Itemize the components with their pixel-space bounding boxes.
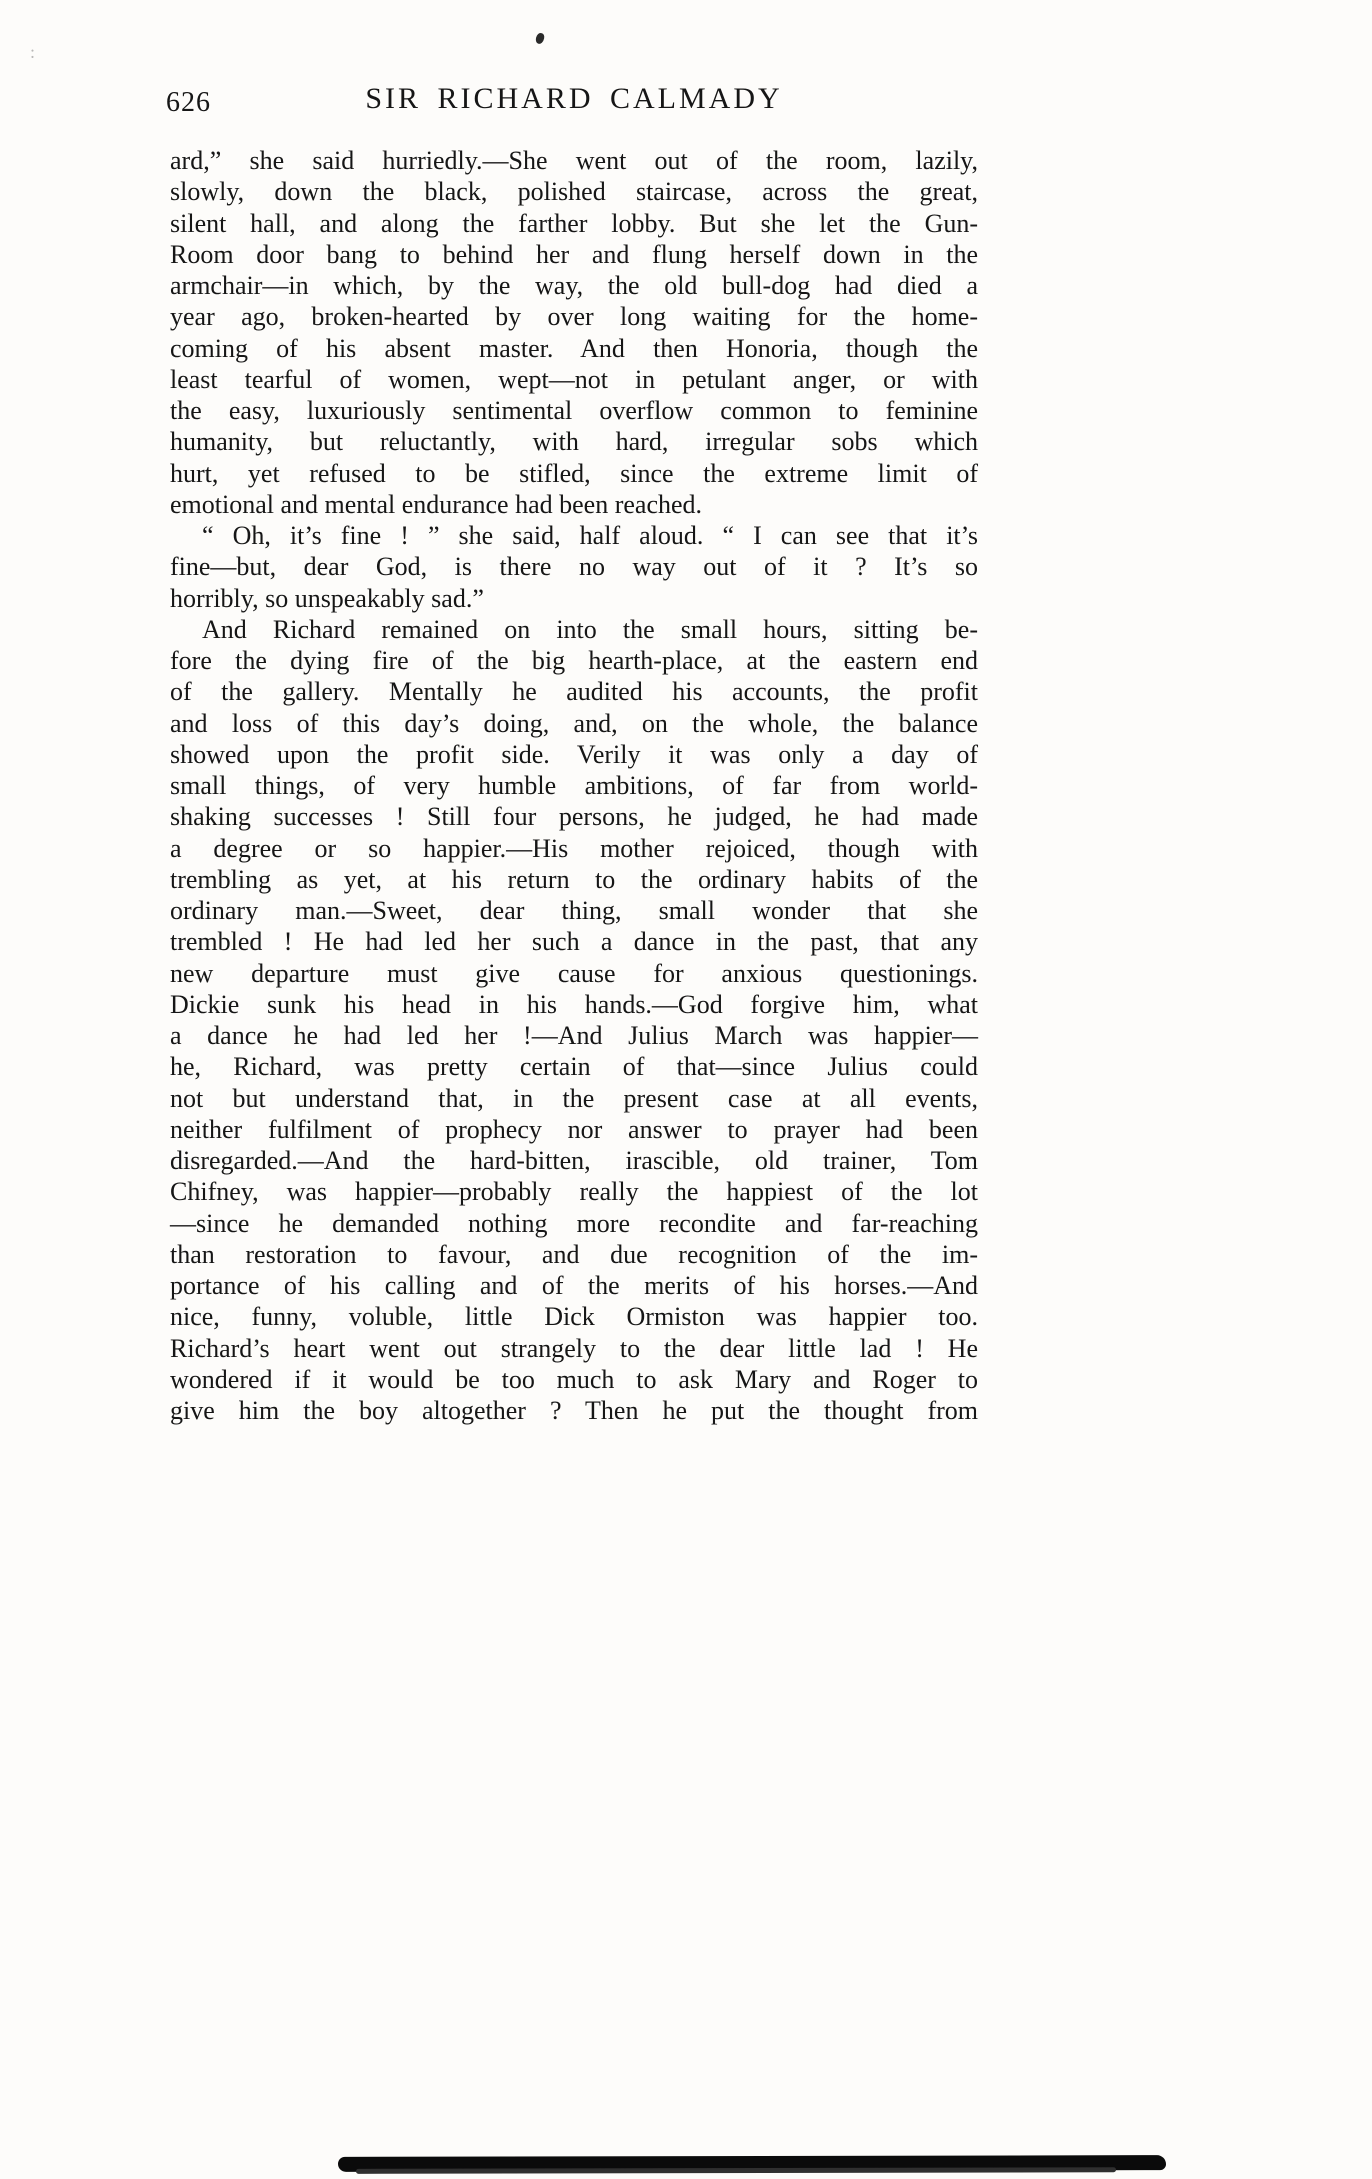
text-line: showed upon the profit side. Verily it was only a day of (170, 739, 978, 769)
text-line: a dance he had led her !—And Julius March was happier— (170, 1021, 978, 1050)
text-line: silent hall, and along the farther lobby. But she let the Gun- (170, 208, 978, 238)
text-line: shaking successes ! Still four persons, he judged, he had made (170, 802, 978, 832)
scan-speck-icon (535, 32, 545, 44)
scan-bottom-bar (338, 2155, 1166, 2172)
text-line: slowly, down the black, polished staircase, across the great, (170, 177, 978, 207)
text-line: And Richard remained on into the small hours, sitting be- (202, 614, 978, 644)
text-line: a degree or so happier.—His mother rejoiced, though with (170, 833, 978, 863)
text-line: neither fulfilment of prophecy nor answer to prayer had been (170, 1114, 978, 1144)
text-line: Richard’s heart went out strangely to the dear little lad ! He (170, 1333, 978, 1363)
text-line: ordinary man.—Sweet, dear thing, small wonder that she (170, 896, 978, 925)
text-line: humanity, but reluctantly, with hard, irregular sobs which (170, 427, 978, 457)
text-line: small things, of very humble ambitions, of far from world- (170, 771, 978, 800)
text-line: and loss of this day’s doing, and, on the whole, the balance (170, 708, 978, 738)
text-area (166, 82, 978, 1426)
text-line: the easy, luxuriously sentimental overflow common to feminine (170, 396, 978, 425)
page-header (166, 82, 978, 122)
text-line: portance of his calling and of the merits of his horses.—And (170, 1271, 978, 1300)
text-line: fore the dying fire of the big hearth-place, at the eastern end (170, 646, 978, 675)
page-number: 626 (166, 87, 211, 118)
text-line: wondered if it would be too much to ask Mary and Roger to (170, 1364, 978, 1394)
text-block (170, 145, 978, 1426)
text-line: armchair—in which, by the way, the old bull-dog had died a (170, 271, 978, 300)
text-line: trembled ! He had led her such a dance in the past, that any (170, 927, 978, 957)
text-line: nice, funny, voluble, little Dick Ormiston was happier too. (170, 1302, 978, 1332)
text-line: —since he demanded nothing more recondite and far-reaching (170, 1208, 978, 1238)
text-line: hurt, yet refused to be stifled, since the extreme limit of (170, 458, 978, 488)
text-line: emotional and mental endurance had been reached. (170, 489, 703, 519)
text-line: give him the boy altogether ? Then he put the thought from (170, 1396, 978, 1425)
scan-margin-mark-icon: : (30, 42, 36, 62)
text-line: coming of his absent master. And then Honoria, though the (170, 333, 978, 363)
text-line: not but understand that, in the present case at all events, (170, 1083, 978, 1113)
text-line: Chifney, was happier—probably really the happiest of the lot (170, 1177, 978, 1207)
text-line: horribly, so unspeakably sad.” (170, 583, 484, 613)
paragraph (170, 145, 978, 520)
text-line: disregarded.—And the hard-bitten, irascible, old trainer, Tom (170, 1146, 978, 1175)
text-line: than restoration to favour, and due recognition of the im- (170, 1239, 978, 1269)
paragraph (170, 520, 978, 614)
text-line: ard,” she said hurriedly.—She went out of the room, lazily, (170, 146, 978, 175)
text-line: fine—but, dear God, is there no way out of it ? It’s so (170, 552, 978, 582)
paragraph (170, 614, 978, 1427)
text-line: least tearful of women, wept—not in petulant anger, or with (170, 364, 978, 394)
text-line: he, Richard, was pretty certain of that—since Julius could (170, 1052, 978, 1082)
text-line: of the gallery. Mentally he audited his accounts, the profit (170, 677, 978, 707)
text-line: Room door bang to behind her and flung herself down in the (170, 239, 978, 269)
text-line: new departure must give cause for anxious questionings. (170, 958, 978, 988)
text-line: trembling as yet, at his return to the ordinary habits of the (170, 864, 978, 894)
text-line: year ago, broken-hearted by over long waiting for the home- (170, 302, 978, 332)
page-title: SIR RICHARD CALMADY (365, 82, 783, 115)
text-line: “ Oh, it’s fine ! ” she said, half aloud. “ I can see that it’s (202, 521, 978, 550)
text-line: Dickie sunk his head in his hands.—God forgive him, what (170, 989, 978, 1019)
